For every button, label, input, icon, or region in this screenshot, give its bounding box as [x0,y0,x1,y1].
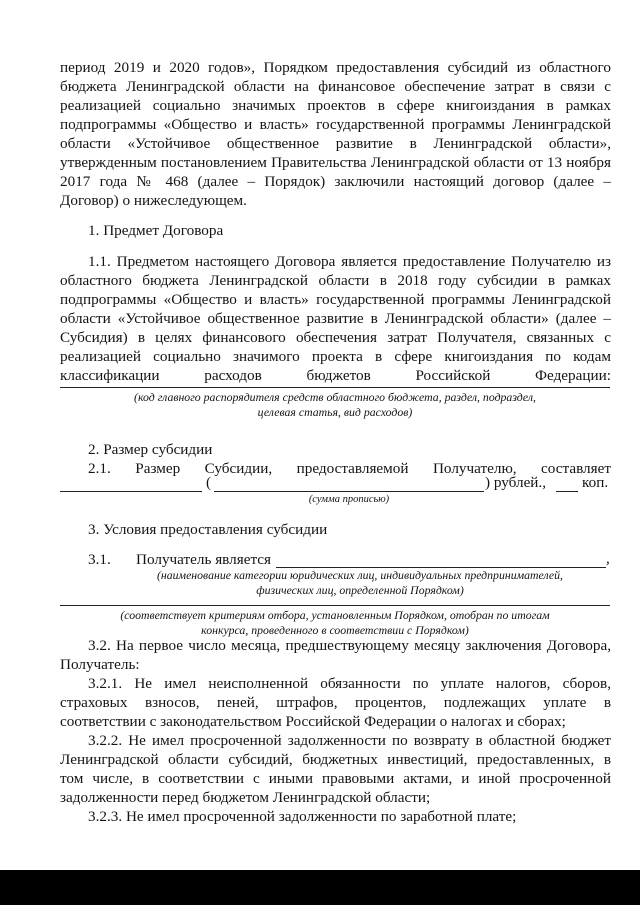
item-3-2-2-line: задолженности перед бюджетом Ленинградской области; [60,789,431,806]
intro-line: 2017 года № 468 (далее – Порядок) заключили настоящий договор (далее – [60,173,611,190]
section-1-line: классификации расходов бюджетов Российской Федерации: [60,367,611,384]
section-1-line: подпрограммы «Общество и власть» государственной программы Ленинградской [60,291,611,308]
intro-line: области «Устойчивое общественное развитие в Ленинградской области», [60,135,611,152]
section-3-heading: 3. Условия предоставления субсидии [88,521,328,538]
budget-code-hint: (код главного распорядителя средств областного бюджета, раздел, подраздел, [134,390,536,404]
section-1-line: областного бюджета Ленинградской области в 2018 году субсидии в рамках [60,272,611,289]
section-2-heading: 2. Размер субсидии [88,441,213,458]
intro-line: бюджета Ленинградской области на финансовое обеспечение затрат в связи с [60,78,611,95]
budget-code-field [60,387,610,388]
section-1-heading: 1. Предмет Договора [88,222,224,239]
item-3-2-1-line: 3.2.1. Не имел неисполненной обязанности по уплате налогов, сборов, [88,675,611,692]
selection-criteria-field [60,605,610,606]
selection-criteria-hint: конкурса, проведенного в соответствии с Порядком) [201,623,469,637]
amount-rubles-label: ) рублей., [485,474,547,491]
item-3-2-3-line: 3.2.3. Не имел просроченной задолженности по заработной плате; [88,808,517,825]
section-1-line: области «Устойчивое общественное развитие в Ленинградской области» (далее – [60,310,611,327]
recipient-category-hint: (наименование категории юридических лиц, индивидуальных предпринимателей, [156,568,564,582]
kopecks-label: коп. [582,474,609,491]
section-1-line: реализацией социально значимого проекта в сфере книгоиздания по кодам [60,348,611,365]
scan-bottom-edge [0,870,640,905]
item-3-2-1-line: страховых взносов, пеней, штрафов, процентов, подлежащих уплате в [60,694,611,711]
amount-open-paren: ( [206,474,212,491]
item-3-2-1-line: соответствии с законодательством Российской Федерации о налогах и сборах; [60,713,566,730]
item-3-2-2-line: том числе, в соответствии с иными правовыми актами, и иной просроченной [60,770,611,787]
item-3-1-text: Получатель является [136,551,272,568]
item-3-2-line: 3.2. На первое число месяца, предшествующему месяцу заключения Договора, [88,637,611,654]
kopecks-field [556,491,578,492]
amount-words-hint: (сумма прописью) [308,494,390,505]
item-3-2-line: Получатель: [60,656,140,673]
intro-line: период 2019 и 2020 годов», Порядком предоставления субсидий из областного [60,59,611,76]
subsidy-amount-line: 2.1. Размер Субсидии, предоставляемой Получателю, составляет [88,460,611,477]
item-3-1-comma: , [606,550,610,567]
amount-words-field [214,491,484,492]
selection-criteria-hint: (соответствует критериям отбора, установленным Порядком, отобран по итогам [120,608,550,622]
section-1-line: Субсидия) в целях финансового обеспечения затрат Получателя, связанных с [60,329,611,346]
item-3-1-number: 3.1. [88,551,111,568]
intro-line: подпрограммы «Общество и власть» государственной программы Ленинградской [60,116,611,133]
section-1-line: 1.1. Предметом настоящего Договора является предоставление Получателю из [88,253,611,270]
item-3-2-2-line: Ленинградской области субсидий, бюджетных инвестиций, предоставленных, в [60,751,611,768]
intro-line: Договор) о нижеследующем. [60,192,247,209]
intro-line: реализацией социально значимых проектов в сфере книгоиздания в рамках [60,97,611,114]
item-3-2-2-line: 3.2.2. Не имел просроченной задолженности по возврату в областной бюджет [88,732,611,749]
amount-digits-field [60,491,202,492]
budget-code-hint: целевая статья, вид расходов) [257,405,413,419]
recipient-category-hint: физических лиц, определенной Порядком) [256,583,464,597]
intro-line: утвержденным постановлением Правительства Ленинградской области от 13 ноября [60,154,611,171]
